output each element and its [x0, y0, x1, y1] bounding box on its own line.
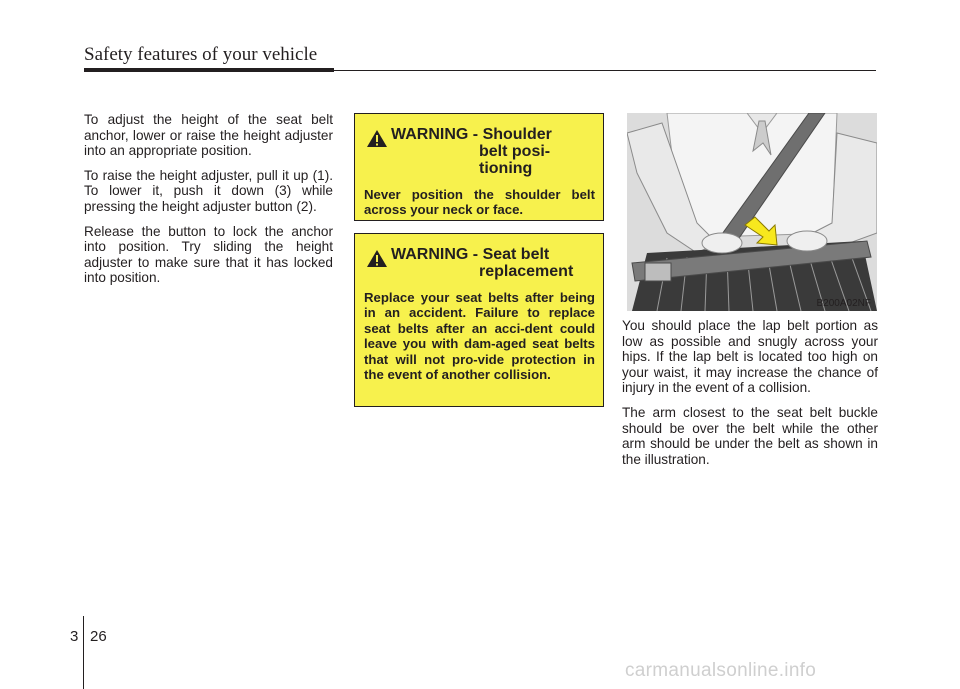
- header-rule: [84, 68, 334, 72]
- warning-title-line: Seat belt: [482, 246, 550, 263]
- warning-box-shoulder-belt: [354, 113, 604, 221]
- warning-title-line: belt posi-: [479, 143, 551, 160]
- header-rule-thin: [334, 70, 876, 71]
- warning-title: [391, 246, 595, 280]
- warning-label: WARNING -: [391, 126, 479, 143]
- footer-rule: [83, 616, 84, 689]
- warning-title: [391, 126, 595, 177]
- paragraph: You should place the lap belt portion as low as possible and snugly across your hips. If the lap belt is located too high on your waist, it may increase the chance of injury in the event of a collision.: [622, 318, 878, 396]
- page-number: 26: [90, 628, 107, 645]
- left-column: [84, 112, 333, 295]
- warning-triangle-icon: [366, 129, 388, 148]
- seated-person-illustration: [627, 113, 877, 311]
- warning-body: Never position the shoulder belt across your neck or face.: [364, 187, 595, 218]
- paragraph: To adjust the height of the seat belt anchor, lower or raise the height adjuster into an appropriate position.: [84, 112, 333, 159]
- right-column: [622, 318, 878, 476]
- paragraph: To raise the height adjuster, pull it up (1). To lower it, push it down (3) while pressing the height adjuster button (2).: [84, 167, 333, 214]
- paragraph: The arm closest to the seat belt buckle should be over the belt while the other arm should be under the belt as shown in the illustration.: [622, 404, 878, 467]
- warning-title-line: tioning: [479, 160, 533, 177]
- chapter-number: 3: [70, 628, 79, 645]
- warning-label: WARNING -: [391, 246, 479, 263]
- watermark: carmanualsonline.info: [625, 660, 817, 681]
- figure-code: B200A02NF: [816, 298, 871, 309]
- warning-title-line: replacement: [479, 263, 574, 280]
- paragraph: Release the button to lock the anchor into position. Try sliding the height adjuster to make sure that it has locked into position.: [84, 223, 333, 286]
- page-header-title: Safety features of your vehicle: [84, 44, 318, 65]
- warning-body: Replace your seat belts after being in an accident. Failure to replace seat belts after an acci-dent could leave you with dam-aged seat belts that will not pro-vide protection in the event of another collision.: [364, 290, 595, 383]
- warning-triangle-icon: [366, 249, 388, 268]
- seat-belt-illustration: [627, 113, 877, 311]
- warning-title-line: Shoulder: [482, 126, 552, 143]
- warning-box-seat-belt-replacement: [354, 233, 604, 407]
